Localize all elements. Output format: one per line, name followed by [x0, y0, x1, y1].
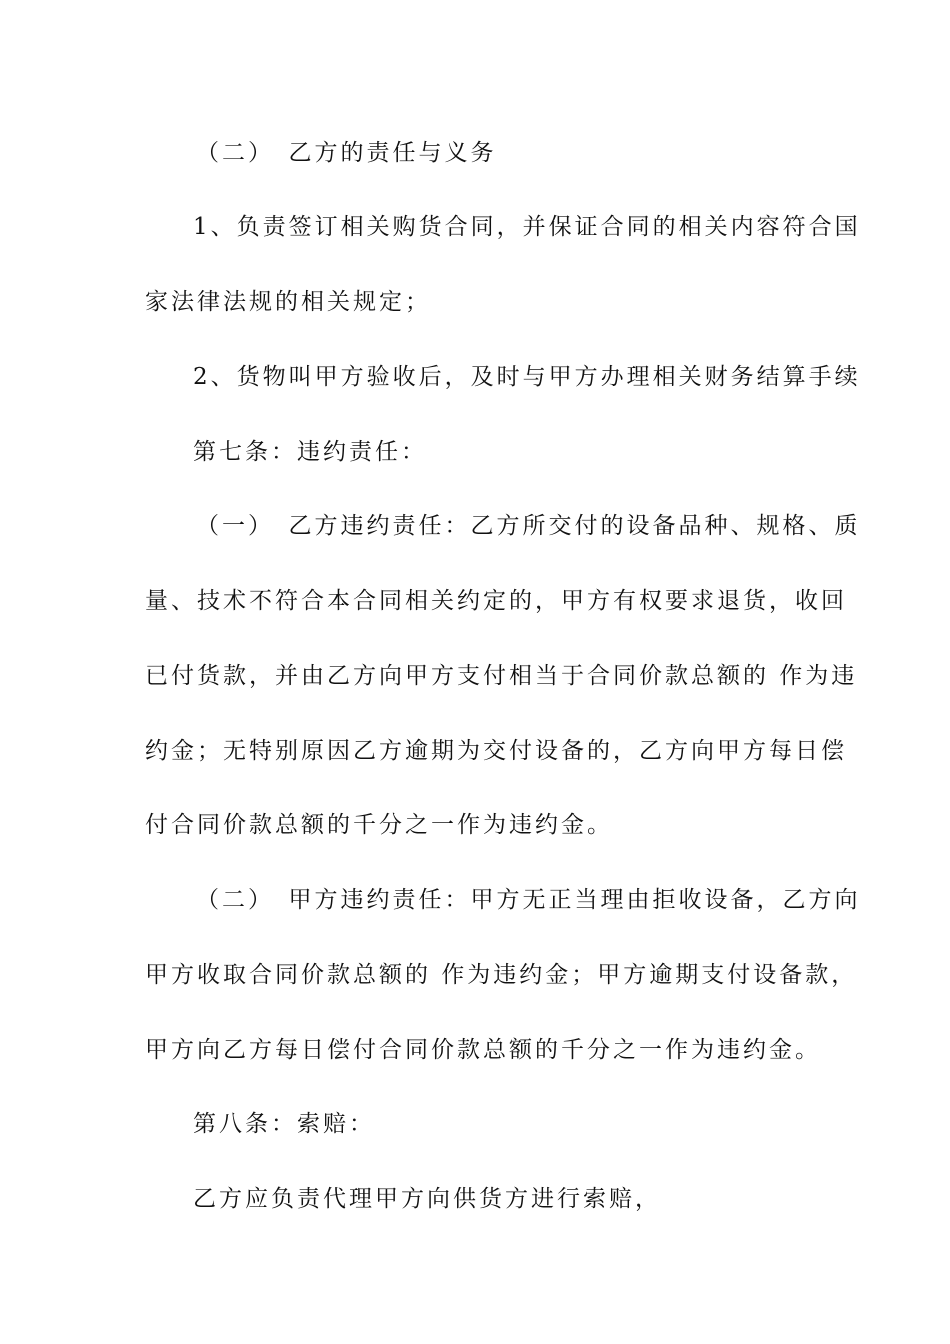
paragraph-line: 甲方收取合同价款总额的 作为违约金；甲方逾期支付设备款，: [145, 962, 858, 988]
paragraph-line: 已付货款，并由乙方向甲方支付相当于合同价款总额的 作为违: [145, 663, 858, 689]
paragraph-line: 1、负责签订相关购货合同，并保证合同的相关内容符合国: [193, 214, 861, 240]
paragraph-line: （一） 乙方违约责任：乙方所交付的设备品种、规格、质: [196, 513, 861, 539]
article-heading-liability: 第七条：违约责任：: [193, 439, 427, 465]
paragraph-line: 约金；无特别原因乙方逾期为交付设备的，乙方向甲方每日偿: [145, 738, 847, 764]
paragraph-line: （二） 甲方违约责任：甲方无正当理由拒收设备，乙方向: [196, 887, 861, 913]
paragraph-line: 家法律法规的相关规定；: [145, 289, 431, 315]
paragraph-line: 甲方向乙方每日偿付合同价款总额的千分之一作为违约金。: [145, 1037, 821, 1063]
paragraph-line: 乙方应负责代理甲方向供货方进行索赔，: [193, 1186, 661, 1212]
section-heading-party-b-duties: （二） 乙方的责任与义务: [196, 140, 497, 166]
paragraph-line: 付合同价款总额的千分之一作为违约金。: [145, 812, 613, 838]
paragraph-line: 2、货物叫甲方验收后，及时与甲方办理相关财务结算手续: [193, 364, 861, 390]
paragraph-line: 量、技术不符合本合同相关约定的，甲方有权要求退货，收回: [145, 588, 847, 614]
article-heading-claims: 第八条：索赔：: [193, 1111, 375, 1137]
